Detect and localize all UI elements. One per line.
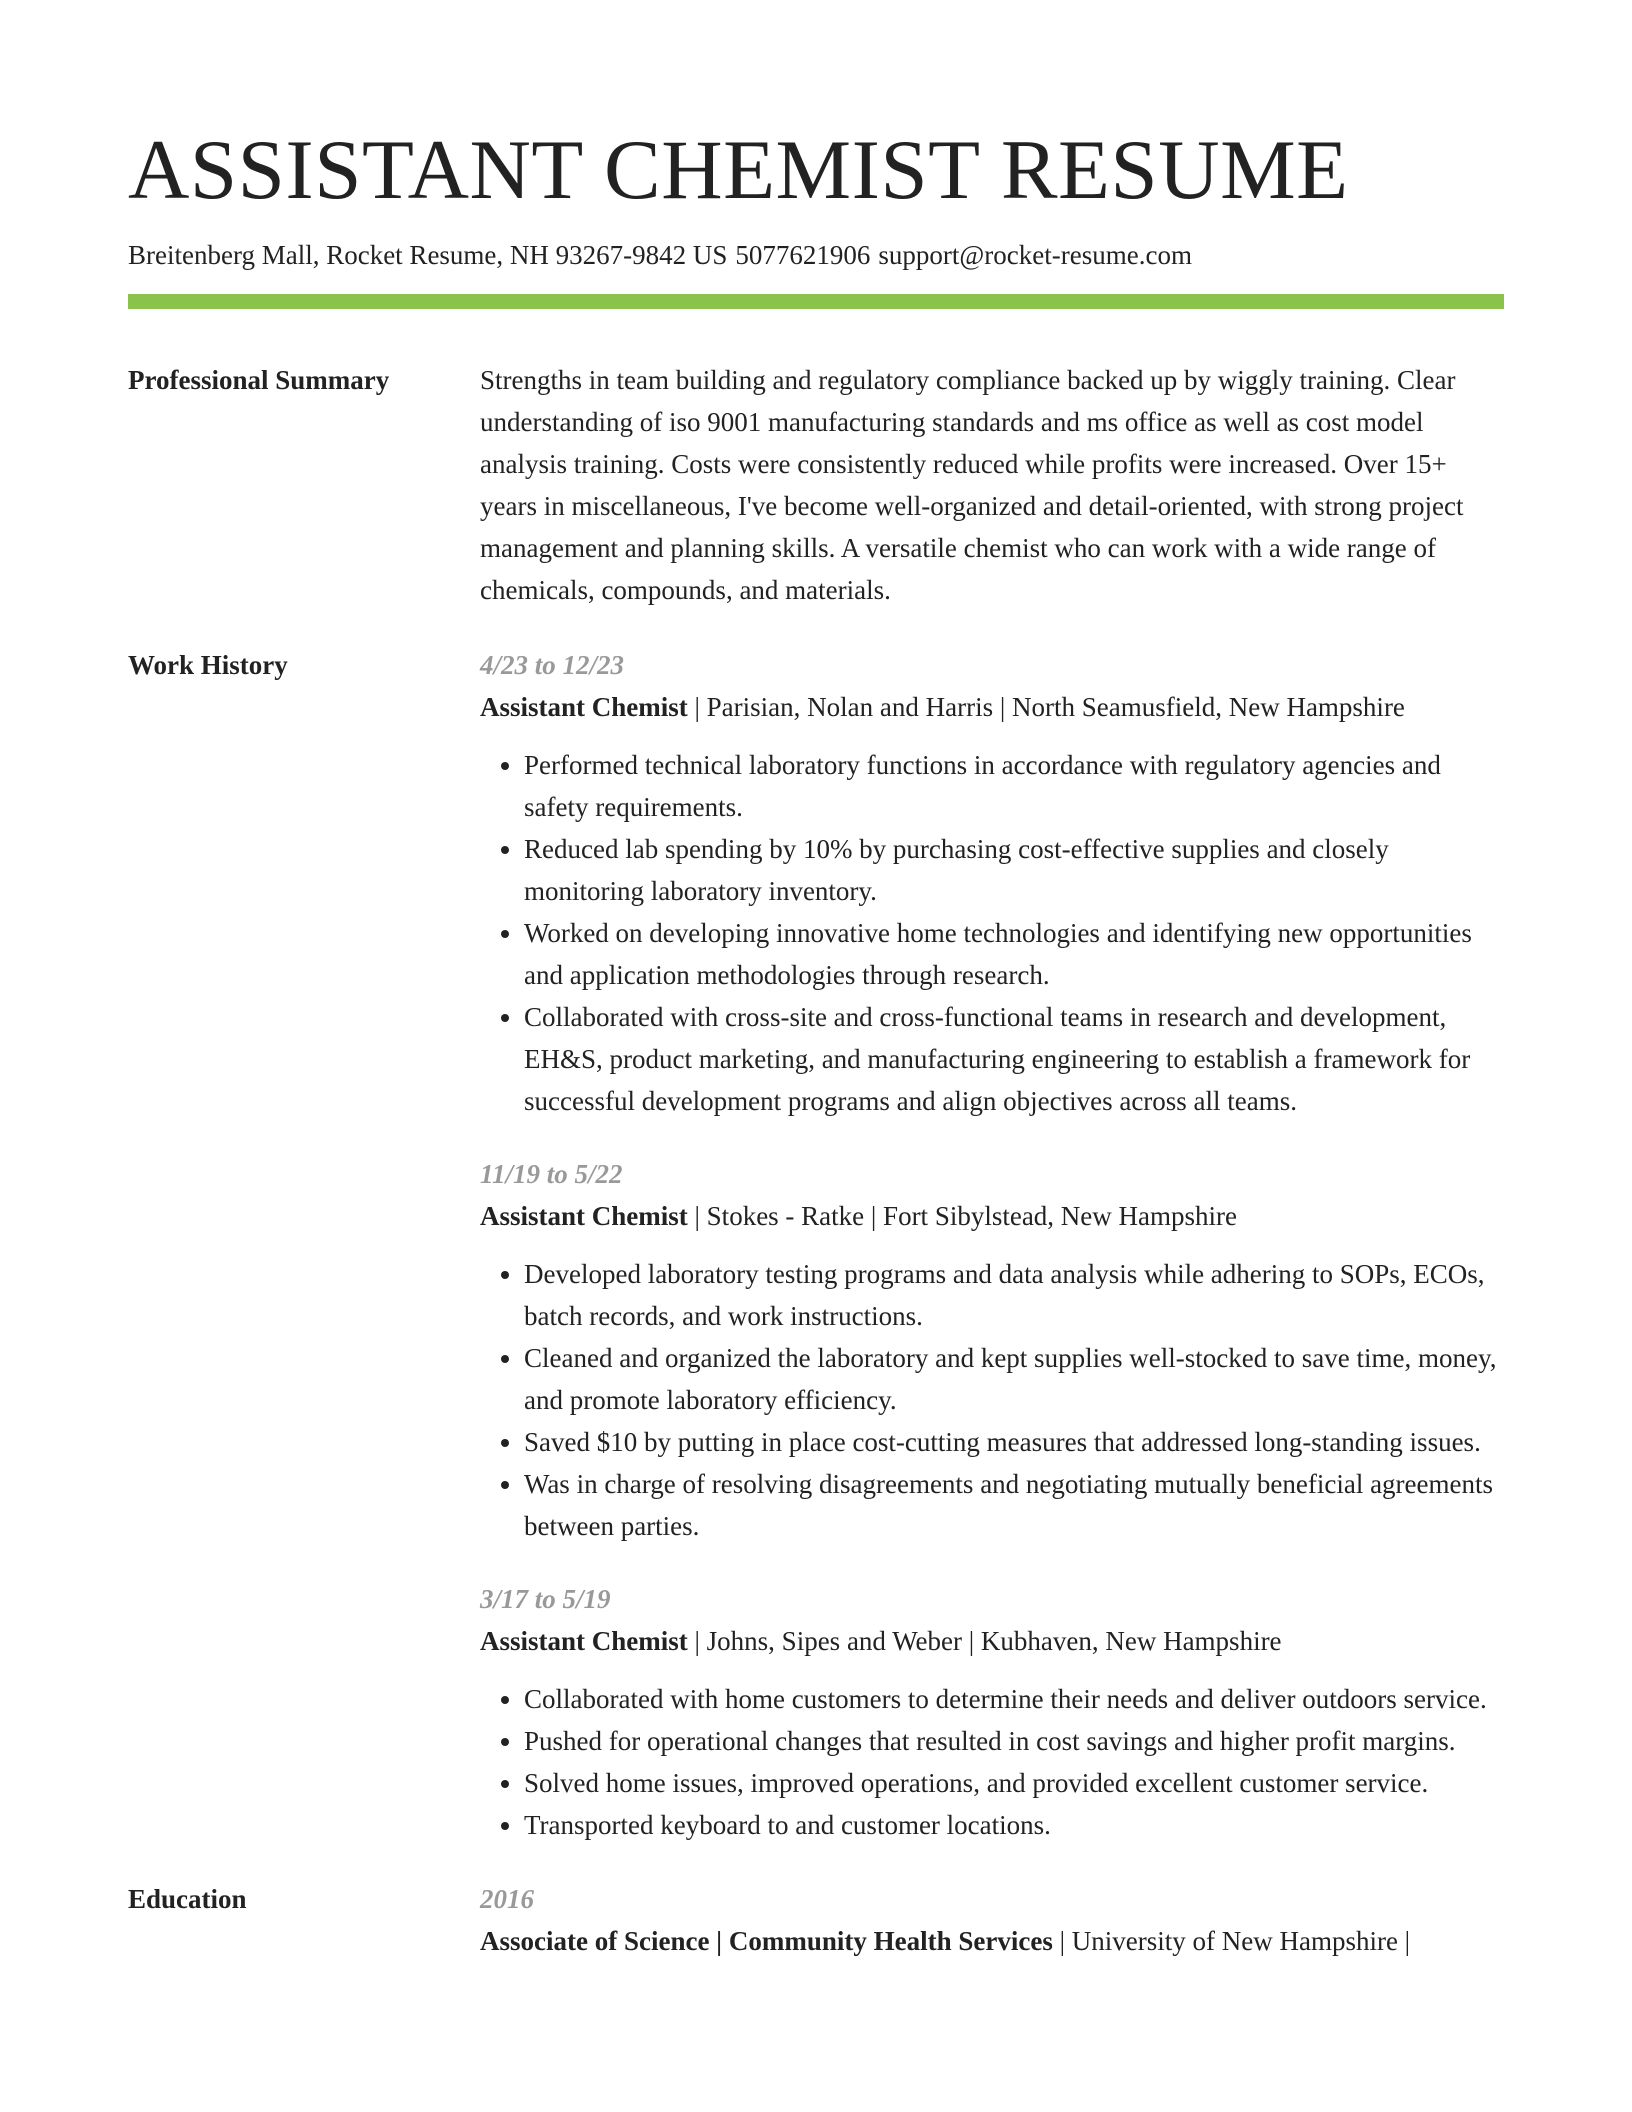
job-entry	[480, 644, 1504, 1122]
accent-divider	[128, 294, 1504, 309]
job-bullet: • Saved $10 by putting in place cost-cutting measures that addressed long-standing issues.	[524, 1421, 1504, 1463]
job-bullet: • Pushed for operational changes that resulted in cost savings and higher profit margins.	[524, 1720, 1504, 1762]
page-title: ASSISTANT CHEMIST RESUME	[128, 123, 1349, 217]
job-position	[480, 1195, 1504, 1237]
education-degree-line	[480, 1920, 1504, 1962]
job-bullet: • Collaborated with cross-site and cross-functional teams in research and development, EH&S, product marketing, and manufacturing engineering to establish a framework for successful development programs and align objectives across all teams.	[524, 996, 1504, 1122]
education-year: 2016	[480, 1884, 534, 1914]
job-bullet: • Developed laboratory testing programs and data analysis while adhering to SOPs, ECOs, batch records, and work instructions.	[524, 1253, 1504, 1337]
summary-heading: Professional Summary	[128, 365, 390, 395]
job-title: Assistant Chemist	[480, 1201, 688, 1231]
job-employer: | Johns, Sipes and Weber | Kubhaven, New Hampshire	[687, 1626, 1282, 1656]
job-bullet: • Worked on developing innovative home technologies and identifying new opportunities and application methodologies through research.	[524, 912, 1504, 996]
job-bullet: • Cleaned and organized the laboratory and kept supplies well-stocked to save time, money, and promote laboratory efficiency.	[524, 1337, 1504, 1421]
job-dates: 11/19 to 5/22	[480, 1159, 623, 1189]
job-employer: | Stokes - Ratke | Fort Sibylstead, New Hampshire	[687, 1201, 1238, 1231]
job-bullet: • Performed technical laboratory functions in accordance with regulatory agencies and safety requirements.	[524, 744, 1504, 828]
job-bullets	[480, 1253, 1504, 1547]
contact-email: support@rocket-resume.com	[878, 240, 1192, 270]
education-degree: Associate of Science | Community Health Services	[480, 1926, 1053, 1956]
job-position	[480, 1620, 1504, 1662]
job-entry	[480, 1578, 1504, 1846]
job-dates: 3/17 to 5/19	[480, 1584, 611, 1614]
work-history-section	[128, 644, 1504, 1846]
job-dates: 4/23 to 12/23	[480, 650, 625, 680]
education-heading: Education	[128, 1884, 247, 1914]
education-section	[128, 1878, 1504, 1962]
job-employer: | Parisian, Nolan and Harris | North Seamusfield, New Hampshire	[687, 692, 1405, 722]
job-position	[480, 686, 1504, 728]
job-title: Assistant Chemist	[480, 1626, 688, 1656]
education-school: | University of New Hampshire |	[1052, 1926, 1411, 1956]
work-history-heading: Work History	[128, 650, 288, 680]
job-bullet: • Was in charge of resolving disagreements and negotiating mutually beneficial agreements between parties.	[524, 1463, 1504, 1547]
contact-line	[128, 238, 1504, 272]
job-bullets	[480, 1678, 1504, 1846]
work-history-list	[480, 644, 1504, 1846]
job-entry	[480, 1153, 1504, 1547]
job-bullet: • Transported keyboard to and customer locations.	[524, 1804, 1504, 1846]
job-bullets	[480, 744, 1504, 1122]
resume-page	[128, 0, 1504, 1962]
job-bullet: • Collaborated with home customers to determine their needs and deliver outdoors service.	[524, 1678, 1504, 1720]
job-title: Assistant Chemist	[480, 692, 688, 722]
job-bullet: • Solved home issues, improved operations, and provided excellent customer service.	[524, 1762, 1504, 1804]
job-bullet: • Reduced lab spending by 10% by purchasing cost-effective supplies and closely monitoring laboratory inventory.	[524, 828, 1504, 912]
summary-text: Strengths in team building and regulatory compliance backed up by wiggly training. Clear understanding of iso 9001 manufacturing standards and ms office as well as cost model analysis training. Costs were consistently reduced while profits were increased. Over 15+ years in miscellaneous, I've become well-organized and detail-oriented, with strong project management and planning skills. A versatile chemist who can work with a wide range of chemicals, compounds, and materials.	[480, 365, 1464, 605]
summary-section	[128, 359, 1504, 611]
contact-phone: 5077621906	[735, 240, 871, 270]
contact-address: Breitenberg Mall, Rocket Resume, NH 93267-9842 US	[128, 240, 728, 270]
